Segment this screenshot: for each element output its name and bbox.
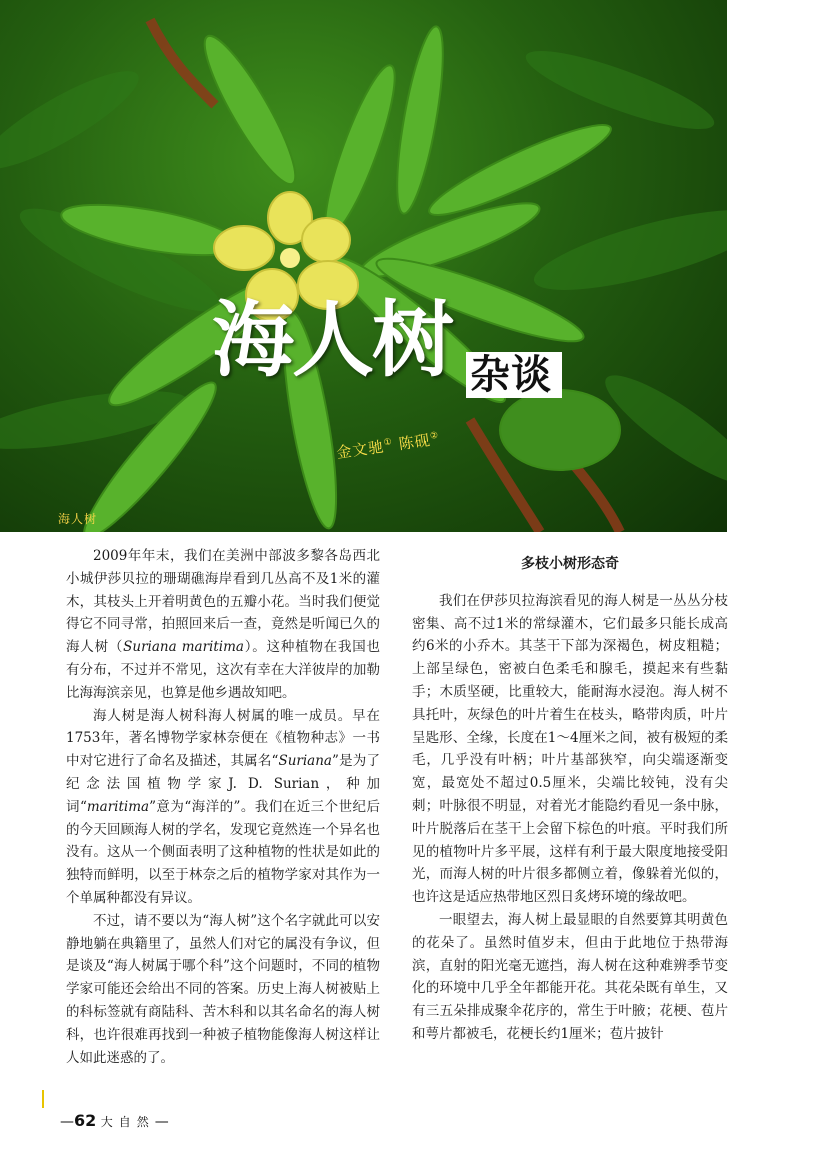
- paragraph: 一眼望去，海人树上最显眼的自然要算其明黄色的花朵了。虽然时值岁末，但由于此地位于热带海滨，直射的阳光毫无遮挡，海人树在这种难辨季节变化的环境中几乎全年都能开花。其花朵既有单生，又有三五朵排成聚伞花序的，常生于叶腋；花梗、苞片和萼片都被毛，花梗长约1厘米；苞片披针: [412, 911, 728, 1042]
- paragraph: 我们在伊莎贝拉海滨看见的海人树是一丛丛分枝密集、高不过1米的常绿灌木，它们最多只能长成高约6米的小乔木。其茎干下部为深褐色，树皮粗糙；上部呈绿色，密被白色柔毛和腺毛，摸起来有些黏手；木质坚硬，比重较大，能耐海水浸泡。海人树不具托叶，灰绿色的叶片着生在枝头，略带肉质，叶片呈匙形、全缘，长度在1～4厘米之间，被有极短的柔毛，几乎没有叶柄；叶片基部狭窄，向尖端逐渐变宽，最宽处不超过0.5厘米，尖端比较钝，没有尖刺；叶脉很不明显，对着光才能隐约看见一条中脉，叶片脱落后在茎干上会留下棕色的叶痕。平时我们所见的植物叶片多平展，这样有利于最大限度地接受阳光，而海人树的叶片很多都侧立着，像躲着光似的，也许这是适应热带地区烈日炙烤环境的缘故吧。: [412, 592, 728, 906]
- paragraph: 2009年年末，我们在美洲中部波多黎各岛西北小城伊莎贝拉的珊瑚礁海岸看到几丛高不及1米的灌木，其枝头上开着明黄色的五瓣小花。当时我们便觉得它不同寻常，拍照回来后一查，竟然是听闻已久的海人树（Suriana maritima）。这种植物在我国也有分布，不过并不常见，这次有幸在大洋彼岸的加勒比海海滨亲见，也算是他乡遇故知吧。: [66, 548, 381, 701]
- author-1-mark: ①: [383, 437, 394, 449]
- photo-caption: 海人树: [58, 512, 98, 526]
- section-heading: 多枝小树形态奇: [521, 556, 619, 572]
- hero-photo: [0, 0, 727, 532]
- article-subtitle: 杂谈: [470, 352, 552, 398]
- paragraph: 不过，请不要以为“海人树”这个名字就此可以安静地躺在典籍里了，虽然人们对它的属没有争议，但是谈及“海人树属于哪个科”这个问题时，不同的植物学家可能还会给出不同的答案。历史上海人树被贴上的科标签就有商陆科、苦木科和以其名命名的海人树科，也许很难再找到一种被子植物能像海人树这样让人如此迷惑的了。: [66, 912, 380, 1066]
- author-2-mark: ②: [429, 430, 440, 442]
- page-footer: —62 大自然—: [60, 1111, 169, 1130]
- magazine-name: 大自然: [100, 1115, 155, 1129]
- right-column: [412, 545, 728, 1046]
- latin-name: Suriana maritima: [123, 639, 244, 656]
- author-1: 金文驰: [335, 437, 386, 463]
- author-2: 陈砚: [397, 430, 432, 454]
- page-number: 62: [74, 1111, 97, 1130]
- latin-genus: Suriana: [278, 753, 332, 770]
- article-title: 海人树: [212, 293, 453, 388]
- latin-epithet: maritima: [86, 798, 150, 815]
- paragraph: 海人树是海人树科海人树属的唯一成员。早在1753年，著名博物学家林奈便在《植物种志》一书中对它进行了命名及描述，其属名“Suriana”是为了纪念法国植物学家J. D. Surian，种加词“maritima”意为“海洋的”。我们在近三个世纪后的今天回顾海人树的学名，发现它竟然连一个异名也没有。这从一个侧面表明了这种植物的性状是如此的独特而鲜明，以至于林奈之后的植物学家对其作为一个单属种都没有异议。: [66, 707, 380, 906]
- folio-accent-bar: [42, 1090, 44, 1108]
- left-column: [66, 545, 380, 1069]
